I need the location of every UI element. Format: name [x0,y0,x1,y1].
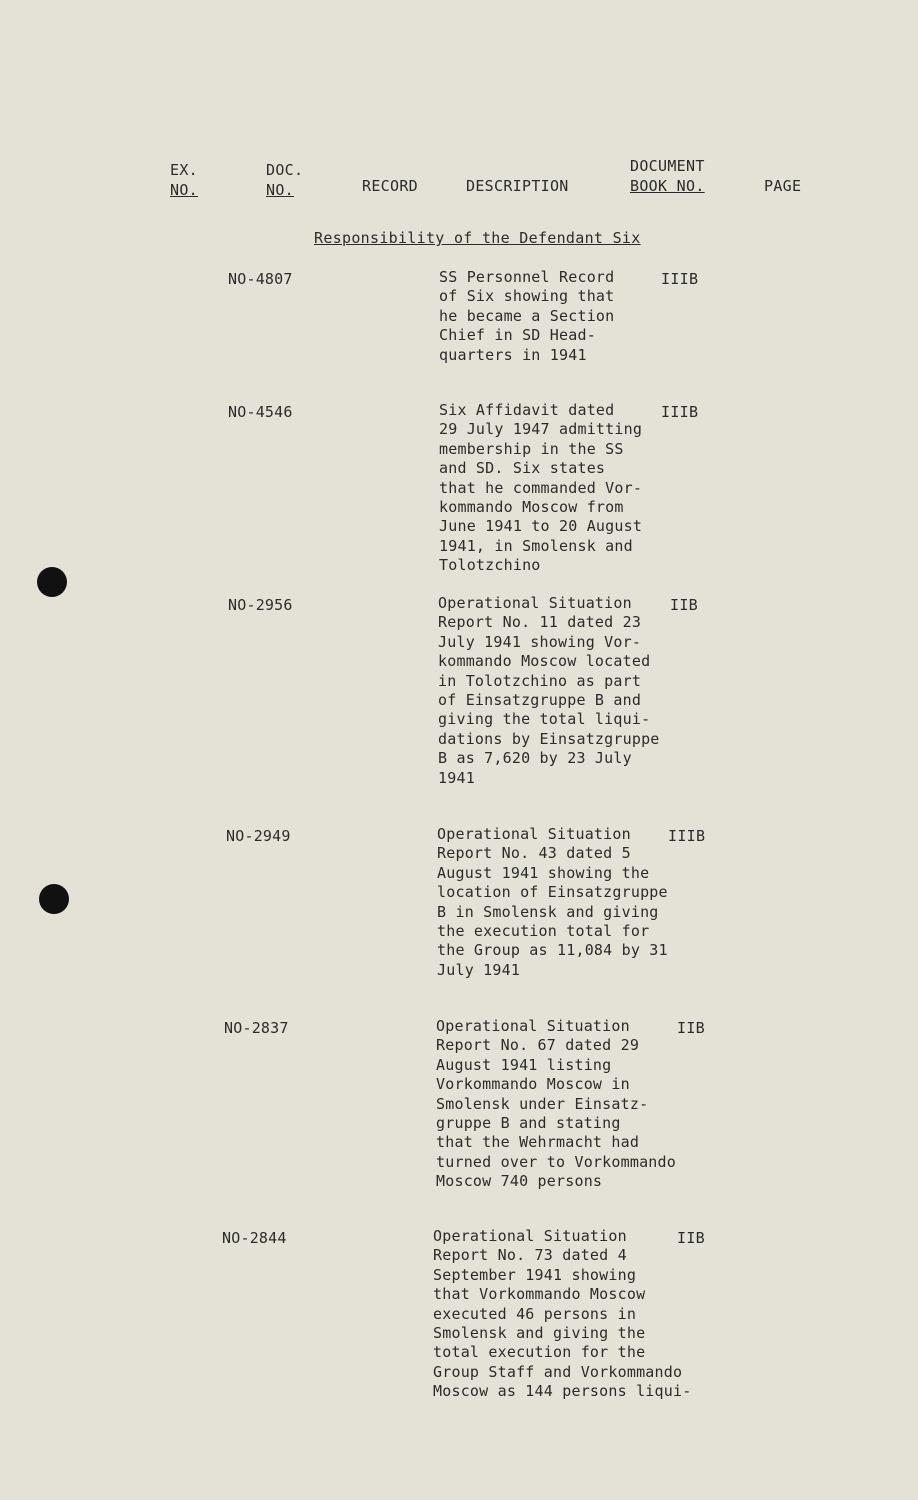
entry-book-no: IIIB [661,270,699,288]
entry-book-no: IIB [670,596,698,614]
entry-description: Operational Situation Report No. 73 dated 4 September 1941 showing that Vorkommando Moscow executed 46 persons in Smolensk and giving the total execution for the Group Staff and Vorkommando Moscow as 144 persons liqui- [433,1227,692,1401]
header-ex-label: EX. [170,161,198,179]
entry-book-no: IIB [677,1019,705,1037]
entry-description: Six Affidavit dated 29 July 1947 admitting membership in the SS and SD. Six states that he commanded Vor- kommando Moscow from June 1941 to 20 August 1941, in Smolensk and Tolotzchino [439,401,643,575]
entry-description: SS Personnel Record of Six showing that he became a Section Chief in SD Head- quarters in 1941 [439,268,615,364]
header-document-book [630,156,705,196]
entry-doc-no: NO-4807 [228,270,293,288]
entry-doc-no: NO-2844 [222,1229,287,1247]
header-doc-no-label: NO. [266,181,294,199]
punch-hole [37,567,67,597]
section-title: Responsibility of the Defendant Six [314,229,641,247]
header-book-no-label: BOOK NO. [630,177,705,195]
entry-book-no: IIIB [661,403,699,421]
entry-book-no: IIIB [668,827,706,845]
entry-description: Operational Situation Report No. 43 dated 5 August 1941 showing the location of Einsatzgruppe B in Smolensk and giving the execution total for the Group as 11,084 by 31 July 1941 [437,825,668,979]
header-ex-no [170,160,198,200]
entry-description: Operational Situation Report No. 67 dated 29 August 1941 listing Vorkommando Moscow in Smolensk under Einsatz- gruppe B and stating that the Wehrmacht had turned over to Vorkommando Moscow 740 persons [436,1017,676,1191]
header-doc-label: DOC. [266,161,304,179]
header-record: RECORD [362,177,418,195]
header-document-label: DOCUMENT [630,157,705,175]
entry-doc-no: NO-2949 [226,827,291,845]
entry-doc-no: NO-4546 [228,403,293,421]
entry-doc-no: NO-2956 [228,596,293,614]
punch-hole [39,884,69,914]
entry-doc-no: NO-2837 [224,1019,289,1037]
header-page: PAGE [764,177,802,195]
header-doc-no [266,160,303,200]
entry-book-no: IIB [677,1229,705,1247]
header-no-label: NO. [170,181,198,199]
header-description: DESCRIPTION [466,177,569,195]
entry-description: Operational Situation Report No. 11 dated 23 July 1941 showing Vor- kommando Moscow located in Tolotzchino as part of Einsatzgruppe B and giving the total liqui- dations by Einsatzgruppe B as 7,620 by 23 July 1941 [438,594,660,787]
